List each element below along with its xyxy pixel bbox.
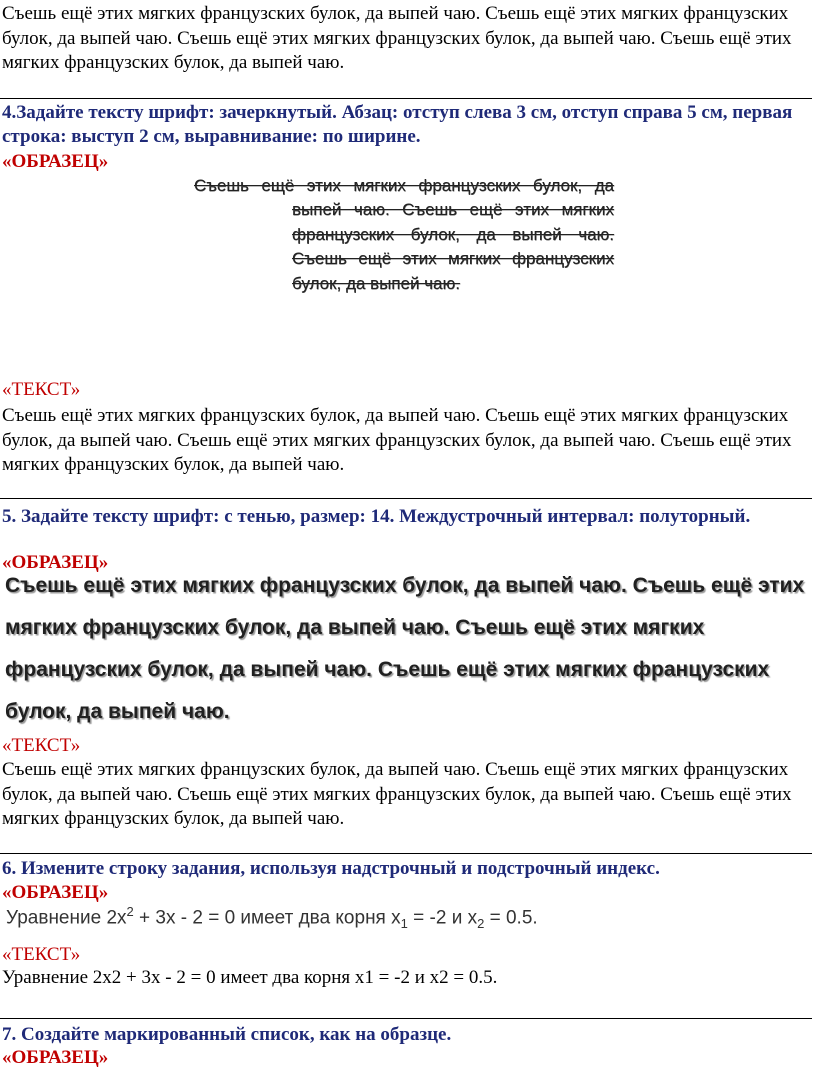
task-6-text-body: Уравнение 2х2 + 3х - 2 = 0 имеет два корня х1 = -2 и х2 = 0.5.: [2, 967, 498, 988]
equation-part: = -2 и x: [407, 907, 478, 929]
equation-part: Уравнение 2x: [6, 907, 127, 929]
divider: [0, 498, 812, 499]
task-5-sample-line: французских булок, да выпей чаю. Съешь ещё этих мягких французских: [5, 658, 770, 681]
task-7-title: 7. Создайте маркированный список, как на образце.: [2, 1024, 452, 1045]
task-4-sample-label: «ОБРАЗЕЦ»: [2, 151, 109, 172]
task-5-sample-line: мягких французских булок, да выпей чаю. Съешь ещё этих мягких: [5, 616, 705, 639]
task-7-sample-label: «ОБРАЗЕЦ»: [2, 1047, 109, 1068]
equation-part: = 0.5.: [484, 907, 538, 929]
task-4-text-body: Съешь ещё этих мягких французских булок, да выпей чаю. Съешь ещё этих мягких французских булок, да выпей чаю. Съешь ещё этих мягких французских булок, да выпей чаю. Съешь ещё этих мягких французских булок, да выпей чаю.: [2, 405, 792, 475]
task-4-text-label: «ТЕКСТ»: [2, 379, 81, 400]
subscript: 1: [400, 916, 408, 932]
divider: [0, 853, 812, 854]
task-4-sample-text: Съешь ещё этих мягких французских булок, да выпей чаю. Съешь ещё этих мягких французских булок, да выпей чаю. Съешь ещё этих мягких французских булок, да выпей чаю.: [194, 176, 614, 293]
task-5-sample-label: «ОБРАЗЕЦ»: [2, 552, 109, 573]
equation-part: + 3x - 2 = 0 имеет два корня x: [133, 907, 401, 929]
task-5-title: 5. Задайте тексту шрифт: с тенью, размер: 14. Междустрочный интервал: полуторный.: [2, 506, 751, 527]
task-4-title: 4.Задайте тексту шрифт: зачеркнутый. Абзац: отступ слева 3 см, отступ справа 5 см, первая строка: выступ 2 см, выравнивание: по ширине.: [2, 102, 793, 147]
task-6-text-label: «ТЕКСТ»: [2, 944, 81, 965]
intro-paragraph: Съешь ещё этих мягких французских булок, да выпей чаю. Съешь ещё этих мягких французских булок, да выпей чаю. Съешь ещё этих мягких французских булок, да выпей чаю. Съешь ещё этих мягких французских булок, да выпей чаю.: [2, 3, 792, 73]
task-5-text-label: «ТЕКСТ»: [2, 735, 81, 756]
task-6-sample-equation: [6, 904, 538, 931]
divider: [0, 98, 812, 99]
task-5-sample-line: Съешь ещё этих мягких французских булок, да выпей чаю. Съешь ещё этих: [5, 574, 805, 597]
subscript: 2: [477, 916, 485, 932]
divider: [0, 1018, 812, 1019]
task-6-title: 6. Измените строку задания, используя надстрочный и подстрочный индекс.: [2, 858, 660, 879]
task-6-sample-label: «ОБРАЗЕЦ»: [2, 882, 109, 903]
task-5-sample-line: булок, да выпей чаю.: [5, 700, 230, 723]
superscript: 2: [126, 904, 134, 919]
task-5-text-body: Съешь ещё этих мягких французских булок, да выпей чаю. Съешь ещё этих мягких французских булок, да выпей чаю. Съешь ещё этих мягких французских булок, да выпей чаю. Съешь ещё этих мягких французских булок, да выпей чаю.: [2, 759, 792, 829]
